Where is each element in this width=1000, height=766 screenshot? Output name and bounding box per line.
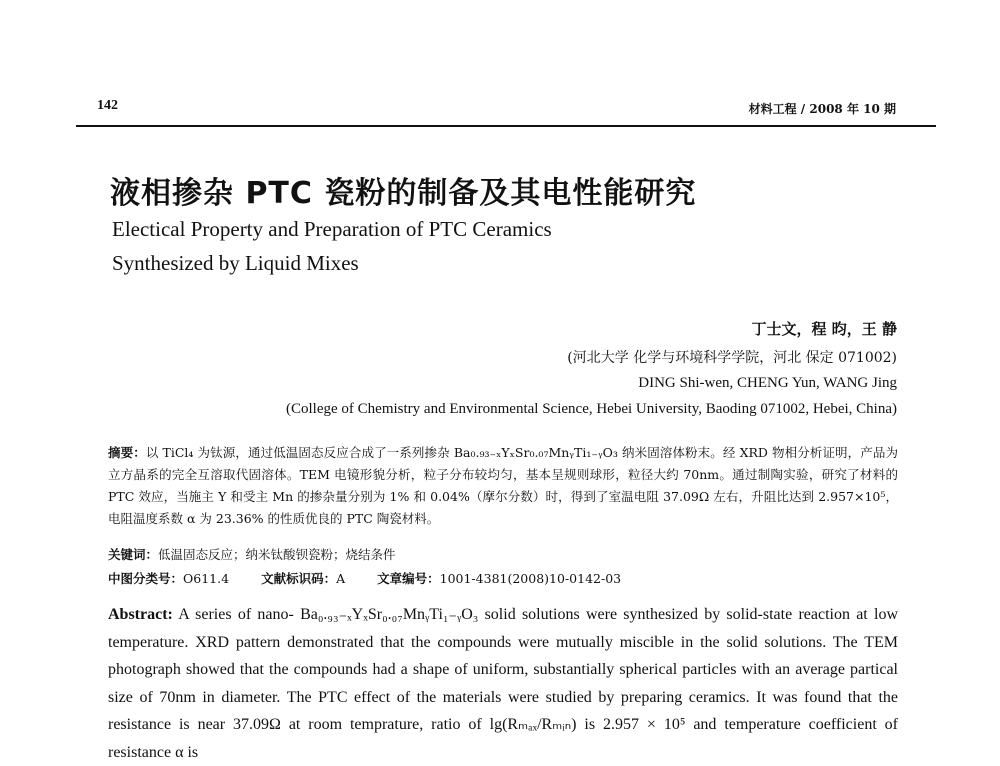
document-code-label: 文献标识码：: [261, 571, 337, 586]
classification-line: [108, 569, 621, 587]
authors-chinese: 丁士文，程 昀，王 静: [751, 320, 897, 338]
abstract-english: [108, 601, 898, 766]
document-code-value: A: [336, 571, 346, 586]
authors-english: DING Shi-wen, CHENG Yun, WANG Jing: [638, 375, 897, 391]
page-number: 142: [97, 98, 118, 113]
header-rule: [76, 125, 936, 127]
title-chinese: 液相掺杂 PTC 瓷粉的制备及其电性能研究: [110, 176, 697, 211]
keywords-chinese: [108, 545, 396, 563]
affiliation-english: (College of Chemistry and Environmental Science, Hebei University, Baoding 071002, Hebei, China): [286, 401, 897, 417]
clc-label: 中图分类号：: [108, 571, 184, 586]
keywords-text: 低温固态反应；纳米钛酸钡瓷粉；烧结条件: [158, 547, 396, 562]
title-english-line-2: Synthesized by Liquid Mixes: [112, 251, 359, 275]
article-number-value: 1001-4381(2008)10-0142-03: [439, 571, 622, 586]
abstract-chinese-label: 摘要：: [108, 445, 146, 460]
article-number-label: 文章编号：: [377, 571, 440, 586]
affiliation-chinese: (河北大学 化学与环境科学学院，河北 保定 071002): [567, 350, 897, 366]
abstract-english-label: Abstract:: [108, 606, 173, 623]
title-english-line-1: Electical Property and Preparation of PTC Ceramics: [112, 217, 552, 241]
abstract-chinese: [108, 442, 898, 530]
keywords-label: 关键词：: [108, 547, 159, 562]
clc-value: O611.4: [183, 571, 230, 586]
journal-issue: 材料工程 / 2008 年 10 期: [748, 102, 896, 116]
abstract-english-text: A series of nano- Ba₀.₉₃₋ₓYₓSr₀.₀₇MnᵧTi₁₋ᵧO₃ solid solutions were synthesized by solid-state reaction at low temperature. XRD pattern demonstrated that the compounds were mutually miscible in the solid solutions. The TEM photograph showed that the compounds had a shape of uniform, substantially spherical particles with an average partical size of 70nm in diameter. The PTC effect of the materials were studied by preparing ceramics. It was found that the resistance is near 37.09Ω at room temprature, ratio of lg(Rₘₐₓ/Rₘᵢₙ) is 2.957 × 10⁵ and temperature coefficient of resistance α is: [108, 606, 898, 761]
abstract-chinese-text: 以 TiCl₄ 为钛源，通过低温固态反应合成了一系列掺杂 Ba₀.₉₃₋ₓYₓSr₀.₀₇MnᵧTi₁₋ᵧO₃ 纳米固溶体粉末。经 XRD 物相分析证明，产品为立方晶系的完全互溶取代固溶体。TEM 电镜形貌分析，粒子分布较均匀，基本呈规则球形，粒径大约 70nm。通过制陶实验，研究了材料的 PTC 效应，当施主 Y 和受主 Mn 的掺杂量分别为 1% 和 0.04%（摩尔分数）时，得到了室温电阻 37.09Ω 左右，升阻比达到 2.957×10⁵，电阻温度系数 α 为 23.36% 的性质优良的 PTC 陶瓷材料。: [108, 445, 898, 526]
